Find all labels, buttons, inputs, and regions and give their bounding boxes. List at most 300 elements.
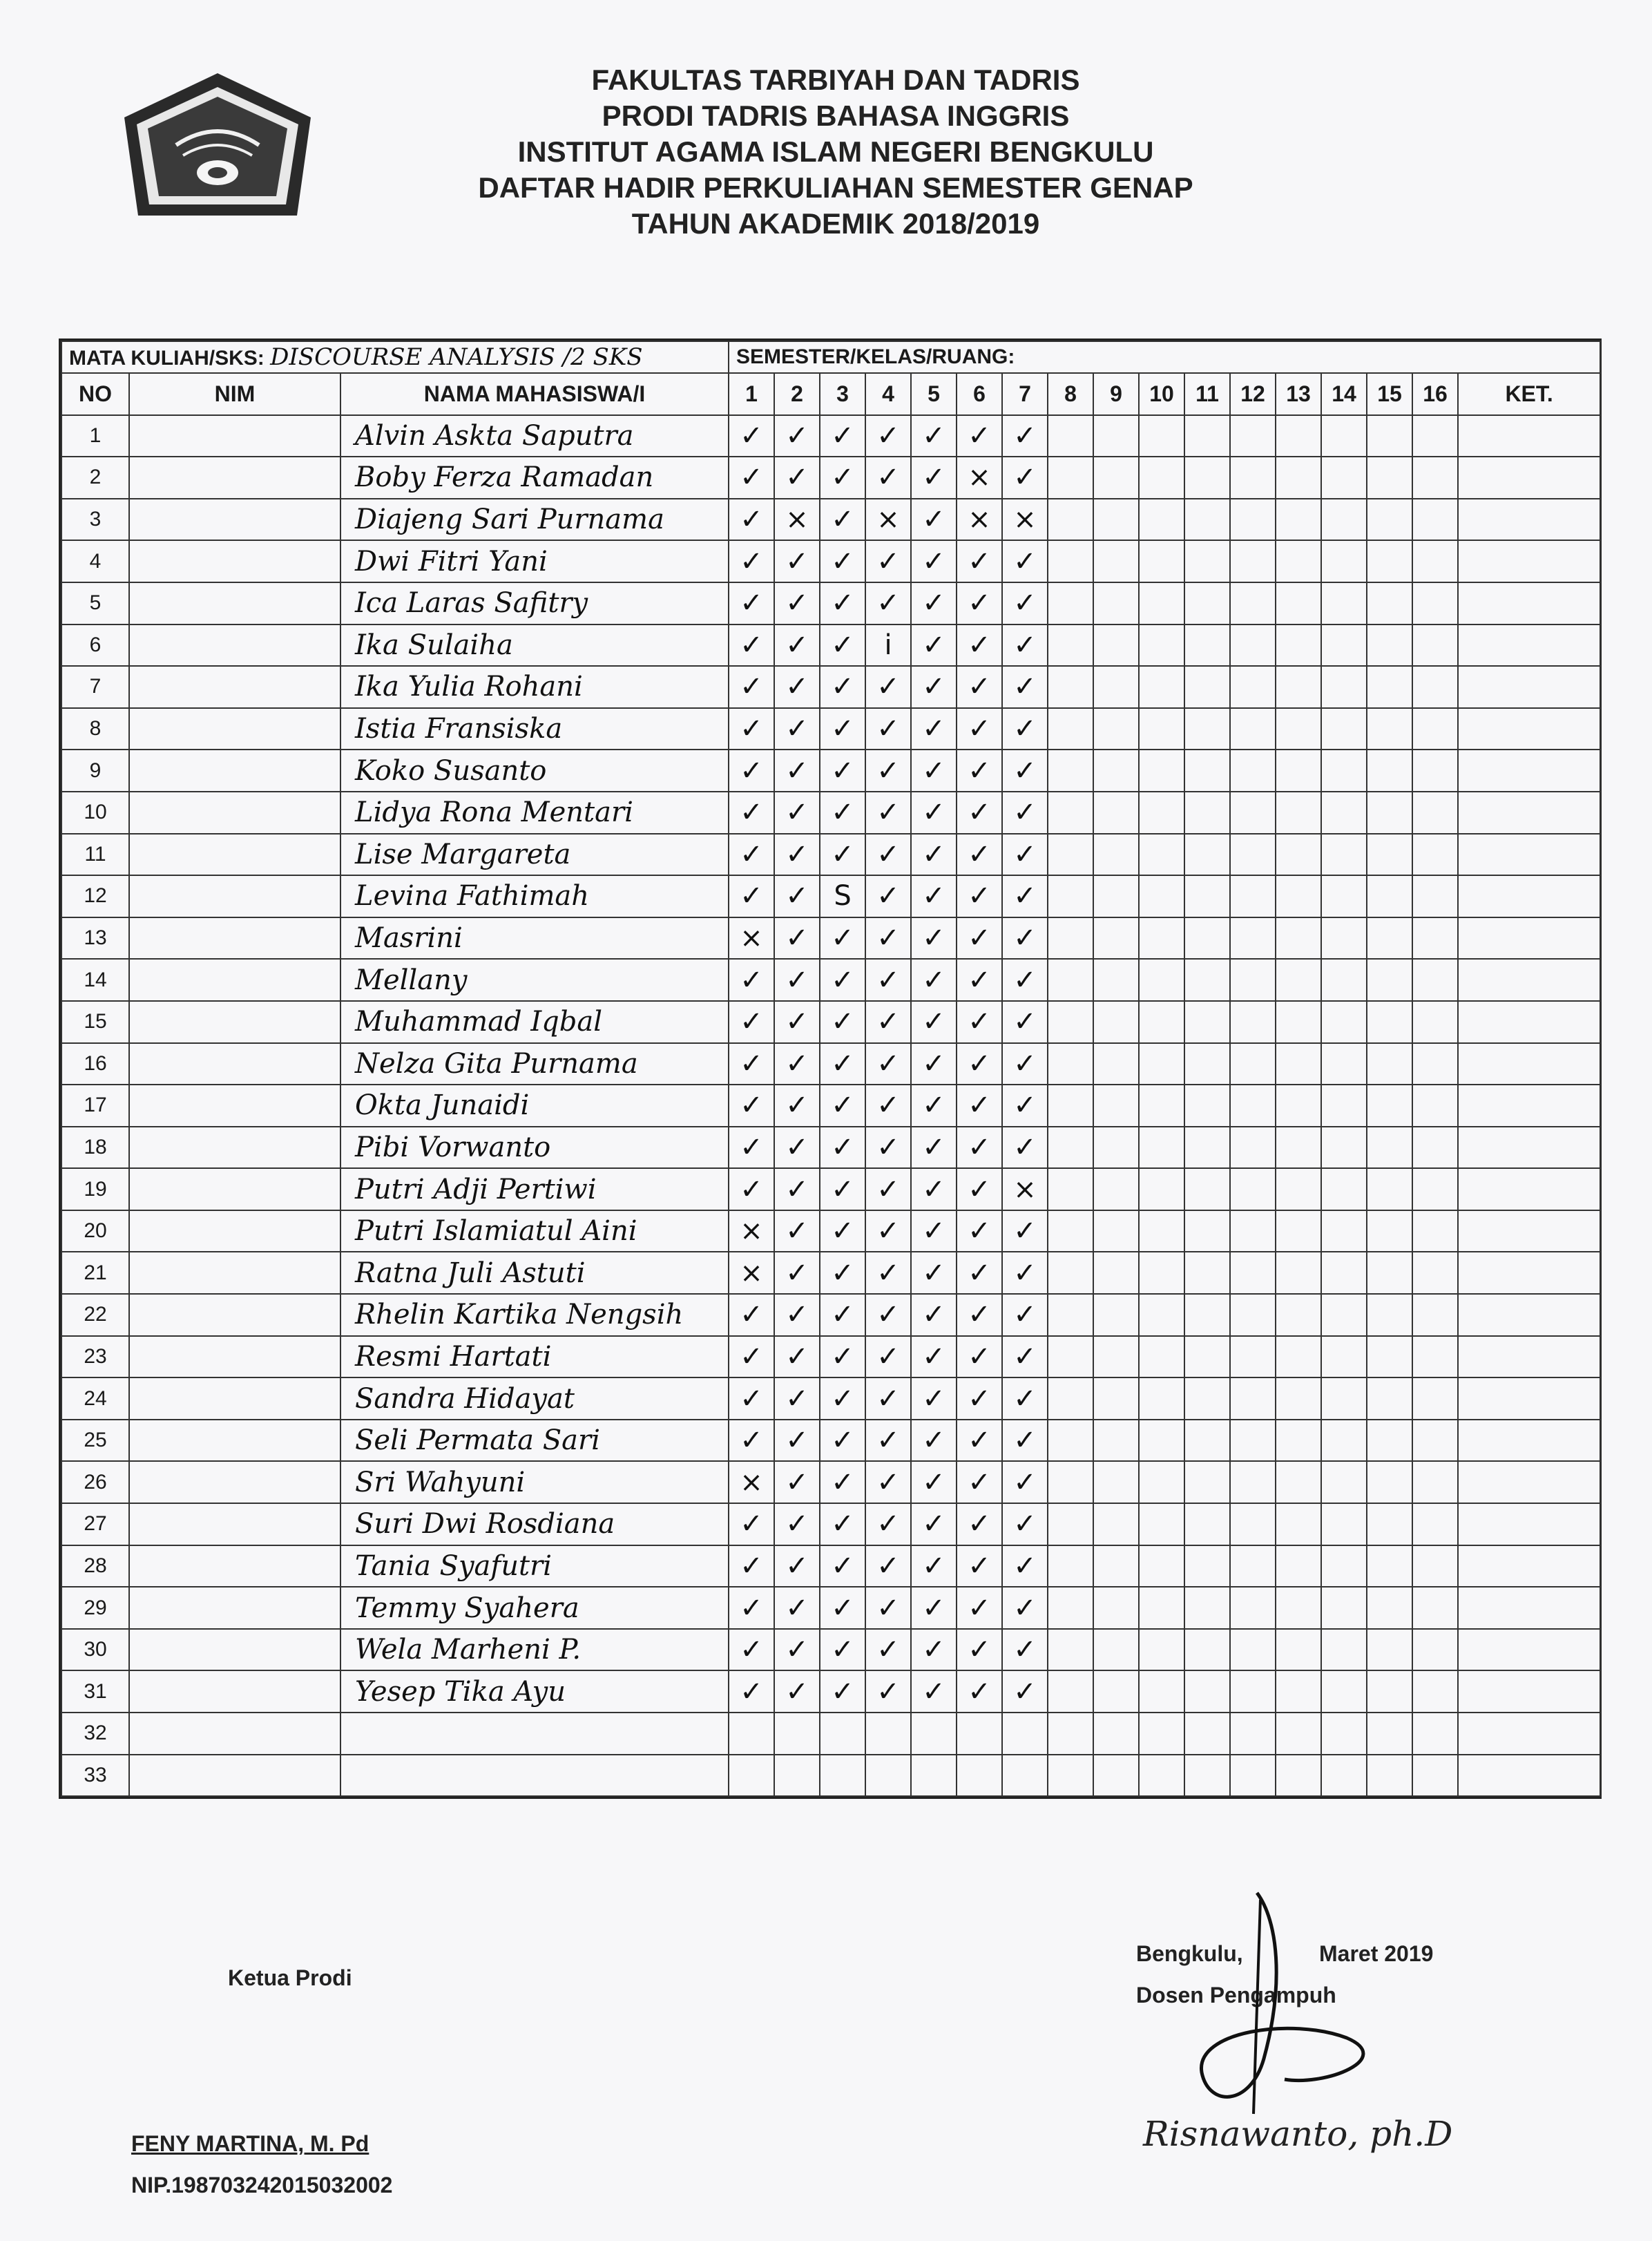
student-name: Koko Susanto: [340, 750, 729, 792]
attendance-mark-session-6: ✓: [957, 1670, 1002, 1713]
attendance-mark-session-12: [1230, 1168, 1276, 1210]
col-header-session-13: 13: [1276, 373, 1321, 415]
attendance-mark-session-6: ✓: [957, 1294, 1002, 1336]
student-name: Lise Margareta: [340, 834, 729, 876]
col-header-nim: NIM: [129, 373, 340, 415]
attendance-mark-session-7: ✓: [1002, 792, 1048, 834]
attendance-mark-session-16: [1412, 959, 1458, 1001]
attendance-mark-session-7: ✓: [1002, 1210, 1048, 1252]
attendance-mark-session-15: [1367, 582, 1412, 624]
attendance-mark-session-11: [1184, 959, 1230, 1001]
attendance-mark-session-7: ✓: [1002, 917, 1048, 960]
attendance-mark-session-15: [1367, 1420, 1412, 1462]
row-number: 7: [61, 666, 129, 708]
attendance-mark-session-4: ✓: [865, 1461, 911, 1503]
attendance-mark-session-6: ×: [957, 499, 1002, 541]
attendance-mark-session-16: [1412, 1377, 1458, 1420]
attendance-mark-session-8: [1048, 1294, 1093, 1336]
nim-cell: [129, 917, 340, 960]
attendance-mark-session-4: ✓: [865, 875, 911, 917]
ket-cell: [1458, 1294, 1600, 1336]
attendance-mark-session-5: ✓: [911, 917, 957, 960]
attendance-mark-session-6: ✓: [957, 624, 1002, 667]
col-header-session-5: 5: [911, 373, 957, 415]
ket-cell: [1458, 1127, 1600, 1169]
attendance-mark-session-1: ✓: [729, 792, 774, 834]
student-name: Diajeng Sari Purnama: [340, 499, 729, 541]
attendance-mark-session-5: ✓: [911, 1294, 957, 1336]
attendance-mark-session-13: [1276, 1755, 1321, 1797]
attendance-mark-session-10: [1139, 499, 1184, 541]
nim-cell: [129, 1377, 340, 1420]
header-line-year: TAHUN AKADEMIK 2018/2019: [631, 207, 1040, 240]
attendance-mark-session-3: ✓: [820, 1670, 865, 1713]
table-row: [61, 457, 1600, 499]
nim-cell: [129, 750, 340, 792]
attendance-mark-session-6: ×: [957, 457, 1002, 499]
student-name: Sandra Hidayat: [340, 1377, 729, 1420]
attendance-mark-session-9: [1093, 1587, 1139, 1629]
student-name: Boby Ferza Ramadan: [340, 457, 729, 499]
attendance-mark-session-16: [1412, 540, 1458, 582]
attendance-mark-session-13: [1276, 1670, 1321, 1713]
attendance-mark-session-2: ✓: [774, 415, 820, 457]
attendance-mark-session-12: [1230, 1713, 1276, 1755]
attendance-mark-session-4: ✓: [865, 1294, 911, 1336]
nim-cell: [129, 708, 340, 750]
table-row: [61, 540, 1600, 582]
attendance-mark-session-6: ✓: [957, 1336, 1002, 1378]
nim-cell: [129, 1127, 340, 1169]
attendance-mark-session-15: [1367, 1168, 1412, 1210]
document-header: [387, 62, 1285, 242]
attendance-mark-session-2: ✓: [774, 1503, 820, 1545]
attendance-mark-session-15: [1367, 1336, 1412, 1378]
attendance-mark-session-8: [1048, 624, 1093, 667]
attendance-mark-session-6: ✓: [957, 959, 1002, 1001]
attendance-mark-session-6: [957, 1755, 1002, 1797]
attendance-mark-session-11: [1184, 875, 1230, 917]
student-name: Lidya Rona Mentari: [340, 792, 729, 834]
attendance-mark-session-14: [1321, 666, 1367, 708]
col-header-session-12: 12: [1230, 373, 1276, 415]
attendance-mark-session-9: [1093, 750, 1139, 792]
attendance-mark-session-4: ✓: [865, 1085, 911, 1127]
attendance-mark-session-7: ✓: [1002, 1377, 1048, 1420]
ket-cell: [1458, 917, 1600, 960]
nim-cell: [129, 875, 340, 917]
attendance-mark-session-9: [1093, 1294, 1139, 1336]
attendance-mark-session-13: [1276, 582, 1321, 624]
attendance-mark-session-3: ✓: [820, 1168, 865, 1210]
attendance-mark-session-8: [1048, 959, 1093, 1001]
attendance-mark-session-13: [1276, 666, 1321, 708]
table-row: [61, 1461, 1600, 1503]
attendance-mark-session-10: [1139, 1377, 1184, 1420]
attendance-mark-session-15: [1367, 1127, 1412, 1169]
attendance-mark-session-15: [1367, 1085, 1412, 1127]
attendance-mark-session-15: [1367, 1545, 1412, 1587]
attendance-mark-session-9: [1093, 875, 1139, 917]
meta-row: [61, 341, 1600, 373]
ket-cell: [1458, 1587, 1600, 1629]
col-header-ket: KET.: [1458, 373, 1600, 415]
attendance-mark-session-15: [1367, 1210, 1412, 1252]
ket-cell: [1458, 1377, 1600, 1420]
attendance-mark-session-14: [1321, 1168, 1367, 1210]
attendance-mark-session-5: ✓: [911, 1545, 957, 1587]
attendance-mark-session-16: [1412, 499, 1458, 541]
ket-cell: [1458, 1252, 1600, 1294]
table-row: [61, 1294, 1600, 1336]
table-row: [61, 1629, 1600, 1671]
attendance-mark-session-9: [1093, 708, 1139, 750]
attendance-mark-session-1: ✓: [729, 457, 774, 499]
attendance-mark-session-8: [1048, 1336, 1093, 1378]
attendance-mark-session-11: [1184, 1127, 1230, 1169]
attendance-mark-session-5: ✓: [911, 875, 957, 917]
attendance-mark-session-11: [1184, 1252, 1230, 1294]
attendance-mark-session-12: [1230, 582, 1276, 624]
attendance-mark-session-9: [1093, 959, 1139, 1001]
attendance-mark-session-10: [1139, 1670, 1184, 1713]
attendance-mark-session-15: [1367, 624, 1412, 667]
attendance-mark-session-3: ✓: [820, 1085, 865, 1127]
nim-cell: [129, 1420, 340, 1462]
attendance-mark-session-5: ✓: [911, 1461, 957, 1503]
attendance-mark-session-16: [1412, 1001, 1458, 1043]
attendance-mark-session-3: ✓: [820, 1043, 865, 1085]
attendance-mark-session-9: [1093, 1629, 1139, 1671]
attendance-mark-session-12: [1230, 1503, 1276, 1545]
attendance-mark-session-9: [1093, 457, 1139, 499]
attendance-mark-session-9: [1093, 1001, 1139, 1043]
nim-cell: [129, 1587, 340, 1629]
attendance-mark-session-8: [1048, 457, 1093, 499]
student-name: Temmy Syahera: [340, 1587, 729, 1629]
attendance-mark-session-1: ✓: [729, 624, 774, 667]
table-row: [61, 1252, 1600, 1294]
col-header-session-8: 8: [1048, 373, 1093, 415]
attendance-mark-session-14: [1321, 708, 1367, 750]
attendance-mark-session-4: ✓: [865, 1377, 911, 1420]
attendance-mark-session-3: ✓: [820, 1420, 865, 1462]
attendance-mark-session-13: [1276, 1001, 1321, 1043]
attendance-mark-session-6: ✓: [957, 917, 1002, 960]
student-name: Muhammad Iqbal: [340, 1001, 729, 1043]
attendance-mark-session-2: ✓: [774, 1587, 820, 1629]
attendance-mark-session-6: ✓: [957, 750, 1002, 792]
attendance-mark-session-7: ✓: [1002, 1587, 1048, 1629]
attendance-mark-session-13: [1276, 1420, 1321, 1462]
table-row: [61, 1043, 1600, 1085]
attendance-mark-session-14: [1321, 415, 1367, 457]
attendance-mark-session-2: ✓: [774, 1252, 820, 1294]
attendance-mark-session-10: [1139, 1294, 1184, 1336]
attendance-mark-session-8: [1048, 1085, 1093, 1127]
attendance-mark-session-14: [1321, 1127, 1367, 1169]
header-line-title: DAFTAR HADIR PERKULIAHAN SEMESTER GENAP: [478, 171, 1193, 204]
student-name: Ika Yulia Rohani: [340, 666, 729, 708]
nim-cell: [129, 959, 340, 1001]
row-number: 22: [61, 1294, 129, 1336]
nim-cell: [129, 666, 340, 708]
attendance-mark-session-6: ✓: [957, 875, 1002, 917]
attendance-mark-session-2: ✓: [774, 917, 820, 960]
attendance-mark-session-6: [957, 1713, 1002, 1755]
attendance-mark-session-2: ✓: [774, 1085, 820, 1127]
attendance-mark-session-9: [1093, 1127, 1139, 1169]
attendance-mark-session-8: [1048, 1755, 1093, 1797]
attendance-mark-session-5: ✓: [911, 1168, 957, 1210]
attendance-mark-session-13: [1276, 1377, 1321, 1420]
attendance-mark-session-16: [1412, 1545, 1458, 1587]
row-number: 14: [61, 959, 129, 1001]
ket-cell: [1458, 792, 1600, 834]
ket-cell: [1458, 1545, 1600, 1587]
attendance-mark-session-12: [1230, 1587, 1276, 1629]
attendance-mark-session-10: [1139, 540, 1184, 582]
attendance-mark-session-11: [1184, 1545, 1230, 1587]
ket-cell: [1458, 415, 1600, 457]
nim-cell: [129, 1001, 340, 1043]
row-number: 19: [61, 1168, 129, 1210]
col-header-no: NO: [61, 373, 129, 415]
attendance-mark-session-12: [1230, 792, 1276, 834]
col-header-session-11: 11: [1184, 373, 1230, 415]
attendance-mark-session-4: ✓: [865, 457, 911, 499]
attendance-mark-session-5: ✓: [911, 415, 957, 457]
attendance-mark-session-3: ✓: [820, 1545, 865, 1587]
attendance-mark-session-10: [1139, 415, 1184, 457]
table-row: [61, 959, 1600, 1001]
attendance-mark-session-15: [1367, 1713, 1412, 1755]
attendance-mark-session-2: ✓: [774, 875, 820, 917]
attendance-mark-session-5: ✓: [911, 1127, 957, 1169]
ket-cell: [1458, 1420, 1600, 1462]
col-header-session-1: 1: [729, 373, 774, 415]
attendance-mark-session-1: ✓: [729, 1670, 774, 1713]
attendance-mark-session-6: ✓: [957, 1252, 1002, 1294]
attendance-mark-session-15: [1367, 1503, 1412, 1545]
attendance-mark-session-11: [1184, 1503, 1230, 1545]
attendance-mark-session-13: [1276, 875, 1321, 917]
attendance-mark-session-6: ✓: [957, 1127, 1002, 1169]
attendance-mark-session-7: ✓: [1002, 1629, 1048, 1671]
student-rows: [61, 415, 1600, 1797]
attendance-mark-session-4: ✓: [865, 1503, 911, 1545]
attendance-mark-session-14: [1321, 1587, 1367, 1629]
student-name: Pibi Vorwanto: [340, 1127, 729, 1169]
attendance-mark-session-16: [1412, 1210, 1458, 1252]
attendance-mark-session-8: [1048, 917, 1093, 960]
attendance-mark-session-1: ✓: [729, 1001, 774, 1043]
nim-cell: [129, 1168, 340, 1210]
attendance-mark-session-15: [1367, 540, 1412, 582]
attendance-mark-session-8: [1048, 540, 1093, 582]
attendance-mark-session-14: [1321, 750, 1367, 792]
attendance-mark-session-7: [1002, 1755, 1048, 1797]
attendance-mark-session-15: [1367, 1629, 1412, 1671]
attendance-mark-session-6: ✓: [957, 1377, 1002, 1420]
attendance-mark-session-8: [1048, 1127, 1093, 1169]
nim-cell: [129, 1713, 340, 1755]
attendance-mark-session-1: ×: [729, 1252, 774, 1294]
attendance-mark-session-12: [1230, 415, 1276, 457]
nim-cell: [129, 1545, 340, 1587]
student-name: Mellany: [340, 959, 729, 1001]
attendance-mark-session-16: [1412, 1420, 1458, 1462]
attendance-mark-session-3: ✓: [820, 1001, 865, 1043]
attendance-mark-session-4: ✓: [865, 1043, 911, 1085]
attendance-mark-session-9: [1093, 917, 1139, 960]
nim-cell: [129, 582, 340, 624]
attendance-mark-session-3: ✓: [820, 1127, 865, 1169]
attendance-mark-session-12: [1230, 499, 1276, 541]
attendance-mark-session-13: [1276, 1336, 1321, 1378]
attendance-mark-session-4: [865, 1755, 911, 1797]
attendance-mark-session-11: [1184, 1336, 1230, 1378]
nim-cell: [129, 1629, 340, 1671]
attendance-mark-session-6: ✓: [957, 1587, 1002, 1629]
attendance-mark-session-2: ✓: [774, 1377, 820, 1420]
attendance-mark-session-1: ✓: [729, 1420, 774, 1462]
attendance-mark-session-8: [1048, 792, 1093, 834]
place-label: Bengkulu,: [1136, 1941, 1243, 1966]
attendance-mark-session-15: [1367, 499, 1412, 541]
student-name: Sri Wahyuni: [340, 1461, 729, 1503]
attendance-mark-session-6: ✓: [957, 1420, 1002, 1462]
attendance-mark-session-2: ✓: [774, 1127, 820, 1169]
attendance-mark-session-6: ✓: [957, 582, 1002, 624]
attendance-mark-session-14: [1321, 1210, 1367, 1252]
attendance-mark-session-13: [1276, 1127, 1321, 1169]
attendance-mark-session-11: [1184, 1461, 1230, 1503]
attendance-mark-session-15: [1367, 1755, 1412, 1797]
attendance-mark-session-8: [1048, 582, 1093, 624]
attendance-mark-session-6: ✓: [957, 1629, 1002, 1671]
table-row: [61, 834, 1600, 876]
attendance-mark-session-13: [1276, 917, 1321, 960]
ketua-prodi-nip: NIP.198703242015032002: [131, 2173, 393, 2197]
attendance-mark-session-10: [1139, 1085, 1184, 1127]
nim-cell: [129, 1461, 340, 1503]
attendance-mark-session-13: [1276, 1294, 1321, 1336]
attendance-mark-session-1: ✓: [729, 1168, 774, 1210]
attendance-mark-session-15: [1367, 457, 1412, 499]
attendance-mark-session-16: [1412, 1085, 1458, 1127]
attendance-mark-session-1: ✓: [729, 1336, 774, 1378]
ket-cell: [1458, 834, 1600, 876]
attendance-mark-session-3: ✓: [820, 1503, 865, 1545]
attendance-mark-session-7: ×: [1002, 499, 1048, 541]
col-header-session-4: 4: [865, 373, 911, 415]
attendance-mark-session-1: ✓: [729, 499, 774, 541]
attendance-mark-session-12: [1230, 1420, 1276, 1462]
attendance-mark-session-9: [1093, 1713, 1139, 1755]
nim-cell: [129, 415, 340, 457]
attendance-mark-session-6: ✓: [957, 1503, 1002, 1545]
attendance-mark-session-2: ✓: [774, 457, 820, 499]
attendance-mark-session-10: [1139, 1755, 1184, 1797]
attendance-mark-session-6: ✓: [957, 708, 1002, 750]
attendance-mark-session-14: [1321, 624, 1367, 667]
nim-cell: [129, 1043, 340, 1085]
attendance-mark-session-14: [1321, 1001, 1367, 1043]
attendance-mark-session-3: ✓: [820, 959, 865, 1001]
attendance-mark-session-11: [1184, 1587, 1230, 1629]
attendance-mark-session-11: [1184, 457, 1230, 499]
attendance-mark-session-10: [1139, 1168, 1184, 1210]
attendance-mark-session-7: ✓: [1002, 1001, 1048, 1043]
attendance-mark-session-7: ✓: [1002, 1420, 1048, 1462]
attendance-mark-session-12: [1230, 1210, 1276, 1252]
row-number: 29: [61, 1587, 129, 1629]
attendance-mark-session-4: ×: [865, 499, 911, 541]
attendance-mark-session-7: ✓: [1002, 415, 1048, 457]
row-number: 32: [61, 1713, 129, 1755]
nim-cell: [129, 1210, 340, 1252]
attendance-mark-session-16: [1412, 1336, 1458, 1378]
col-header-session-6: 6: [957, 373, 1002, 415]
ketua-prodi-name: FENY MARTINA, M. Pd: [131, 2131, 369, 2156]
attendance-mark-session-2: ✓: [774, 1629, 820, 1671]
student-name: Seli Permata Sari: [340, 1420, 729, 1462]
attendance-sheet: [59, 338, 1602, 1799]
attendance-mark-session-3: ✓: [820, 1294, 865, 1336]
attendance-mark-session-2: ✓: [774, 666, 820, 708]
attendance-mark-session-11: [1184, 1420, 1230, 1462]
attendance-mark-session-14: [1321, 1461, 1367, 1503]
attendance-mark-session-14: [1321, 1420, 1367, 1462]
table-row: [61, 875, 1600, 917]
row-number: 1: [61, 415, 129, 457]
attendance-mark-session-5: ✓: [911, 1043, 957, 1085]
attendance-mark-session-5: ✓: [911, 624, 957, 667]
attendance-mark-session-8: [1048, 708, 1093, 750]
attendance-mark-session-3: ✓: [820, 624, 865, 667]
col-header-session-3: 3: [820, 373, 865, 415]
attendance-mark-session-15: [1367, 1461, 1412, 1503]
attendance-mark-session-2: [774, 1755, 820, 1797]
attendance-mark-session-14: [1321, 499, 1367, 541]
row-number: 26: [61, 1461, 129, 1503]
attendance-mark-session-6: ✓: [957, 1168, 1002, 1210]
attendance-mark-session-13: [1276, 792, 1321, 834]
attendance-mark-session-16: [1412, 1713, 1458, 1755]
attendance-mark-session-5: ✓: [911, 750, 957, 792]
attendance-mark-session-16: [1412, 1755, 1458, 1797]
attendance-mark-session-15: [1367, 1043, 1412, 1085]
attendance-mark-session-1: ✓: [729, 1085, 774, 1127]
attendance-mark-session-10: [1139, 666, 1184, 708]
nim-cell: [129, 1085, 340, 1127]
ketua-prodi-label: Ketua Prodi: [228, 1965, 352, 1990]
attendance-mark-session-5: ✓: [911, 1629, 957, 1671]
attendance-mark-session-13: [1276, 1713, 1321, 1755]
attendance-mark-session-16: [1412, 1294, 1458, 1336]
attendance-mark-session-14: [1321, 1043, 1367, 1085]
col-header-session-2: 2: [774, 373, 820, 415]
attendance-mark-session-14: [1321, 834, 1367, 876]
student-name: Ica Laras Safitry: [340, 582, 729, 624]
attendance-mark-session-16: [1412, 792, 1458, 834]
attendance-mark-session-16: [1412, 666, 1458, 708]
ket-cell: [1458, 666, 1600, 708]
attendance-mark-session-14: [1321, 1503, 1367, 1545]
attendance-mark-session-3: ✓: [820, 1336, 865, 1378]
attendance-mark-session-10: [1139, 1210, 1184, 1252]
